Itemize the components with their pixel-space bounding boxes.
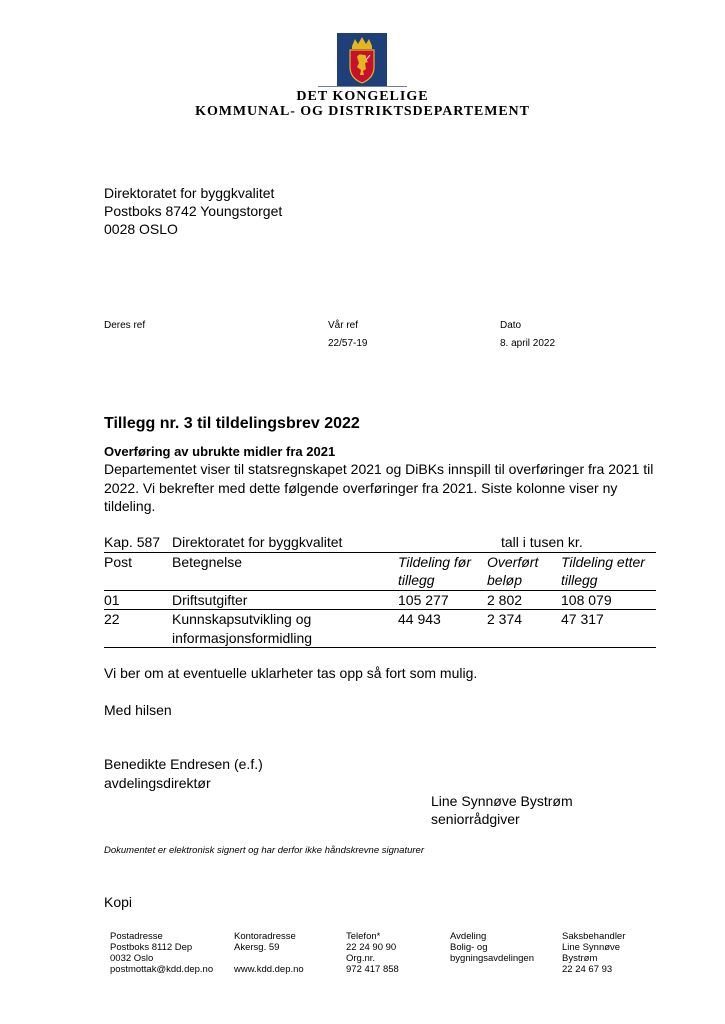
recipient-address: [104, 184, 282, 238]
footer-avdeling: [450, 931, 534, 964]
department-name-line1: DET KONGELIGE: [296, 89, 429, 104]
header-post: Post: [104, 552, 172, 590]
footer-value: Org.nr.: [346, 953, 376, 964]
signature-note: Dokumentet er elektronisk signert og har derfor ikke håndskrevne signaturer: [104, 845, 424, 856]
header-betegnelse: Betegnelse: [172, 552, 398, 590]
footer-label: Kontoradresse: [234, 931, 296, 942]
footer-kontoradresse: [234, 931, 304, 975]
letter-intro: Departementet viser til statsregnskapet 2021 og DiBKs innspill til overføringer fra 2021 til 2022. Vi bekrefter med dette følgende overføringer fra 2021. Siste kolonne viser ny tildeling.: [104, 461, 654, 514]
var-ref-label: Vår ref: [328, 320, 359, 331]
header-overfort: Overført beløp: [487, 552, 561, 590]
footer-postadresse: [110, 931, 213, 975]
table-kap-row: [104, 533, 656, 552]
header-tildeling-for: Tildeling før tillegg: [398, 552, 487, 590]
signer2-title: seniorrådgiver: [431, 811, 520, 827]
footer-value: bygningsavdelingen: [450, 953, 534, 964]
row-betegnelse: Kunnskapsutvikling og informasjonsformidling: [172, 610, 398, 648]
row-tildeling-etter: 108 079: [561, 590, 656, 610]
recipient-name: Direktoratet for byggkvalitet: [104, 185, 275, 201]
letter-title: Tillegg nr. 3 til tildelingsbrev 2022: [104, 415, 360, 432]
row-betegnelse: Driftsutgifter: [172, 590, 398, 610]
signer1-title: avdelingsdirektør: [104, 775, 211, 791]
closing-greeting: Med hilsen: [104, 702, 172, 718]
letter-subtitle: Overføring av ubrukte midler fra 2021: [104, 444, 336, 459]
header-tildeling-etter: Tildeling etter tillegg: [561, 552, 656, 590]
table-header-row: [104, 552, 656, 590]
row-tildeling-etter: 47 317: [561, 610, 656, 648]
recipient-postbox: Postboks 8742 Youngstorget: [104, 203, 283, 219]
kap-number: Kap. 587: [104, 533, 172, 552]
footer-label: Avdeling: [450, 931, 487, 942]
row-overfort: 2 374: [487, 610, 561, 648]
footer-email: postmottak@kdd.dep.no: [110, 964, 214, 975]
row-overfort: 2 802: [487, 590, 561, 610]
footer-telefon: [346, 931, 399, 975]
footer-value: Line Synnøve: [562, 942, 621, 953]
footer-label: Telefon*: [346, 931, 381, 942]
footer-value: Akersg. 59: [234, 942, 280, 953]
footer-website: www.kdd.dep.no: [234, 964, 304, 975]
table-row: [104, 610, 656, 648]
kap-name: Direktoratet for byggkvalitet: [172, 533, 487, 552]
signer2-name: Line Synnøve Bystrøm: [431, 793, 573, 809]
copy-label: Kopi: [104, 894, 133, 910]
row-post: 22: [104, 610, 172, 648]
deres-ref-label: Deres ref: [104, 320, 146, 331]
footer-saksbehandler: [562, 931, 625, 975]
footer-value: Bolig- og: [450, 942, 488, 953]
signer1-name: Benedikte Endresen (e.f.): [104, 756, 263, 772]
allocation-table: [104, 533, 656, 648]
var-ref-value: 22/57-19: [328, 338, 368, 349]
row-post: 01: [104, 590, 172, 610]
closing-request: Vi ber om at eventuelle uklarheter tas opp så fort som mulig.: [104, 665, 478, 681]
footer-value: [234, 953, 304, 964]
footer-value: 972 417 858: [346, 964, 399, 975]
footer-value: 0032 Oslo: [110, 953, 154, 964]
footer-label: Postadresse: [110, 931, 163, 942]
footer-value: Postboks 8112 Dep: [110, 942, 193, 953]
footer-label: Saksbehandler: [562, 931, 626, 942]
footer-value: Bystrøm: [562, 953, 598, 964]
table-row: [104, 590, 656, 610]
row-tildeling-for: 44 943: [398, 610, 487, 648]
footer-value: 22 24 67 93: [562, 964, 613, 975]
table-unit: tall i tusen kr.: [487, 533, 656, 552]
footer-value: 22 24 90 90: [346, 942, 397, 953]
recipient-city: 0028 OSLO: [104, 221, 178, 237]
department-name-line2: KOMMUNAL- OG DISTRIKTSDEPARTEMENT: [195, 104, 530, 119]
row-tildeling-for: 105 277: [398, 590, 487, 610]
coat-of-arms-icon: [337, 33, 387, 87]
dato-value: 8. april 2022: [500, 338, 556, 349]
logo-divider: [318, 86, 407, 87]
dato-label: Dato: [500, 320, 522, 331]
